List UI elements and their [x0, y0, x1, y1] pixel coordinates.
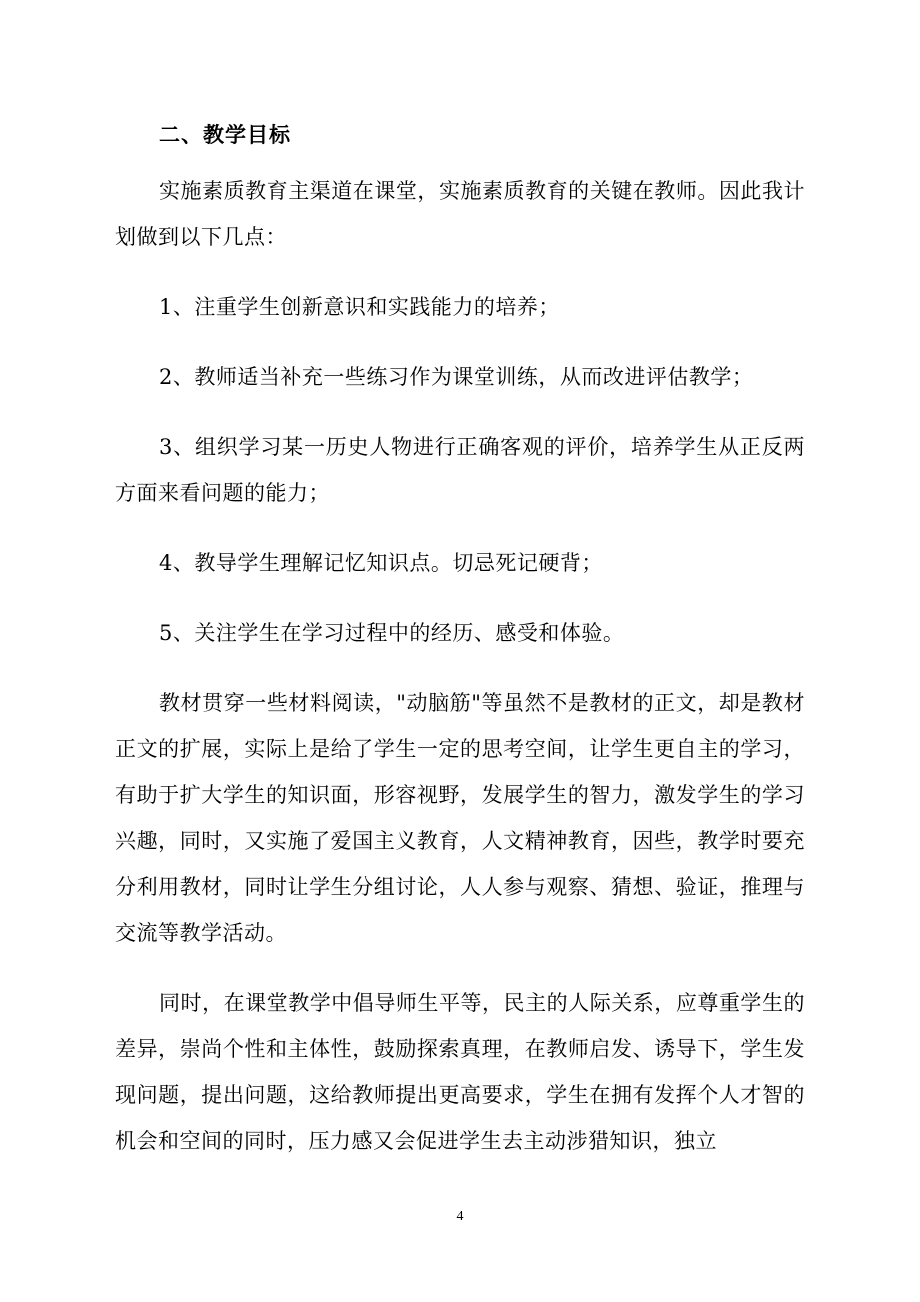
- list-item-2: 2、教师适当补充一些练习作为课堂训练，从而改进评估教学；: [159, 365, 754, 389]
- list-item-3: 3、组织学习某一历史人物进行正确客观的评价，培养学生从正反两方面来看问题的能力；: [115, 435, 805, 505]
- intro-paragraph: 实施素质教育主渠道在课堂，实施素质教育的关键在教师。因此我计划做到以下几点：: [115, 179, 805, 249]
- page-number: 4: [456, 1209, 464, 1224]
- body-paragraph-2: 同时，在课堂教学中倡导师生平等，民主的人际关系，应尊重学生的差异，崇尚个性和主体性，鼓励探索真理，在教师启发、诱导下，学生发现问题，提出问题，这给教师提出更高要求，学生在拥有发挥个人才智的机会和空间的同时，压力感又会促进学生去主动涉猎知识，独立: [115, 991, 805, 1153]
- list-item-4: 4、教导学生理解记忆知识点。切忌死记硬背；: [159, 551, 603, 575]
- body-paragraph-1: 教材贯穿一些材料阅读，"动脑筋"等虽然不是教材的正文，却是教材正文的扩展，实际上是给了学生一定的思考空间，让学生更自主的学习，有助于扩大学生的知识面，形容视野，发展学生的智力，激发学生的学习兴趣，同时，又实施了爱国主义教育，人文精神教育，因些，教学时要充分利用教材，同时让学生分组讨论，人人参与观察、猜想、验证，推理与交流等教学活动。: [115, 691, 805, 945]
- list-item-5: 5、关注学生在学习过程中的经历、感受和体验。: [159, 621, 625, 645]
- section-heading: 二、教学目标: [159, 123, 291, 147]
- list-item-1: 1、注重学生创新意识和实践能力的培养；: [159, 295, 560, 319]
- page-content: [115, 112, 805, 1188]
